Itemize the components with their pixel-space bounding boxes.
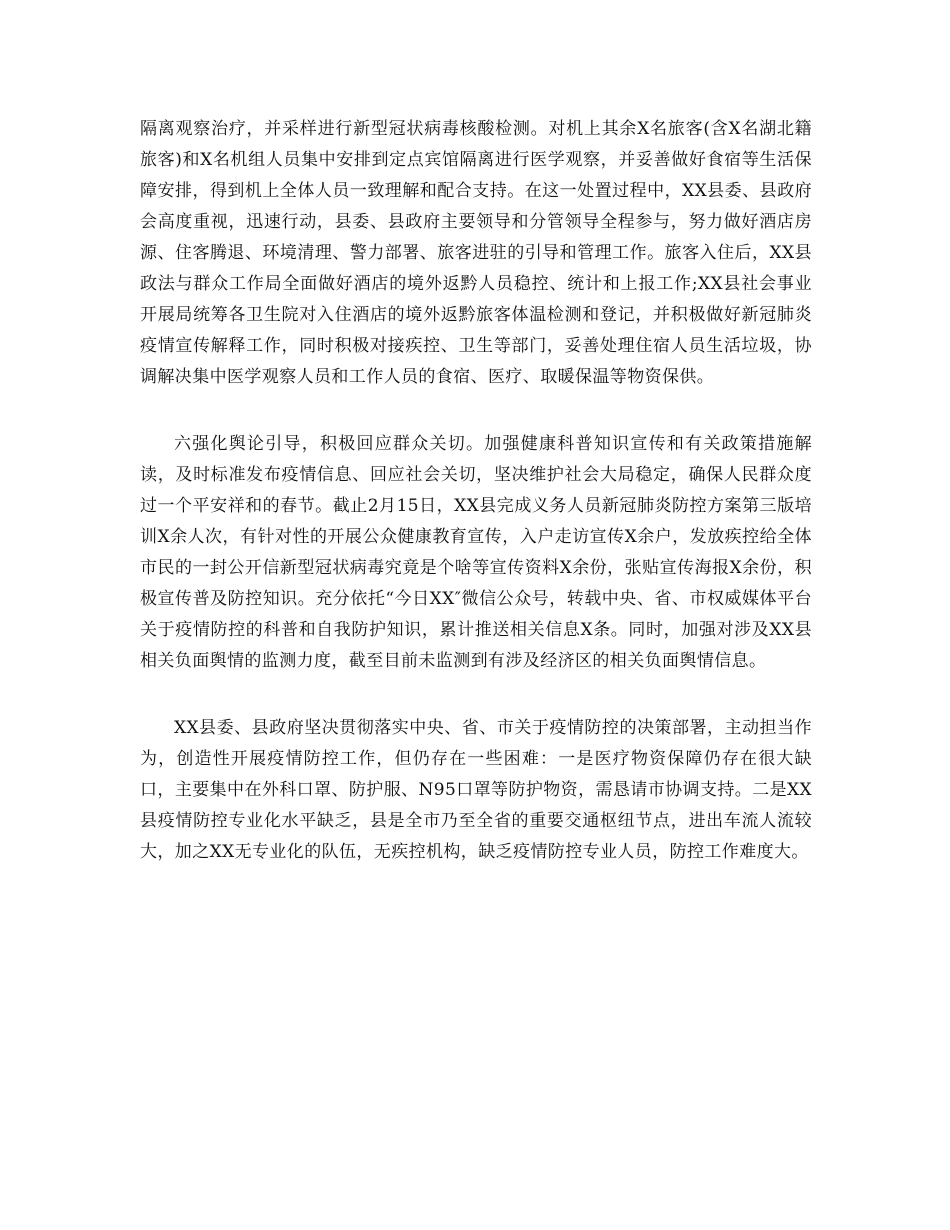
- paragraph-gap: [140, 677, 812, 713]
- paragraph-difficulties: XX县委、县政府坚决贯彻落实中央、省、市关于疫情防控的决策部署，主动担当作为，创造性开展疫情防控工作，但仍存在一些困难：一是医疗物资保障仍存在很大缺口，主要集中在外科口罩、防护服、N95口罩等防护物资，需恳请市协调支持。二是XX县疫情防控专业化水平缺乏，县是全市乃至全省的重要交通枢纽节点，进出车流人流较大，加之XX无专业化的队伍，无疾控机构，缺乏疫情防控专业人员，防控工作难度大。: [140, 718, 812, 862]
- paragraph-gap: [140, 393, 812, 429]
- document-body: [140, 114, 812, 868]
- paragraph-quarantine-arrangements: 隔离观察治疗，并采样进行新型冠状病毒核酸检测。对机上其余X名旅客(含X名湖北籍旅客)和X名机组人员集中安排到定点宾馆隔离进行医学观察，并妥善做好食宿等生活保障安排，得到机上全体人员一致理解和配合支持。在这一处置过程中，XX县委、县政府会高度重视，迅速行动，县委、县政府主要领导和分管领导全程参与，努力做好酒店房源、住客腾退、环境清理、警力部署、旅客进驻的引导和管理工作。旅客入住后，XX县政法与群众工作局全面做好酒店的境外返黔人员稳控、统计和上报工作;XX县社会事业开展局统筹各卫生院对入住酒店的境外返黔旅客体温检测和登记，并积极做好新冠肺炎疫情宣传解释工作，同时积极对接疾控、卫生等部门，妥善处理住宿人员生活垃圾，协调解决集中医学观察人员和工作人员的食宿、医疗、取暖保温等物资保供。: [140, 119, 812, 387]
- paragraph-public-opinion-guidance: 六强化舆论引导，积极回应群众关切。加强健康科普知识宣传和有关政策措施解读，及时标准发布疫情信息、回应社会关切，坚决维护社会大局稳定，确保人民群众度过一个平安祥和的春节。截止2月15日，XX县完成义务人员新冠肺炎防控方案第三版培训X余人次，有针对性的开展公众健康教育宣传，入户走访宣传X余户，发放疾控给全体市民的一封公开信新型冠状病毒究竟是个啥等宣传资料X余份，张贴宣传海报X余份，积极宣传普及防控知识。充分依托“今日XX″微信公众号，转载中央、省、市权威媒体平台关于疫情防控的科普和自我防护知识，累计推送相关信息X条。同时，加强对涉及XX县相关负面舆情的监测力度，截至目前未监测到有涉及经济区的相关负面舆情信息。: [140, 434, 812, 671]
